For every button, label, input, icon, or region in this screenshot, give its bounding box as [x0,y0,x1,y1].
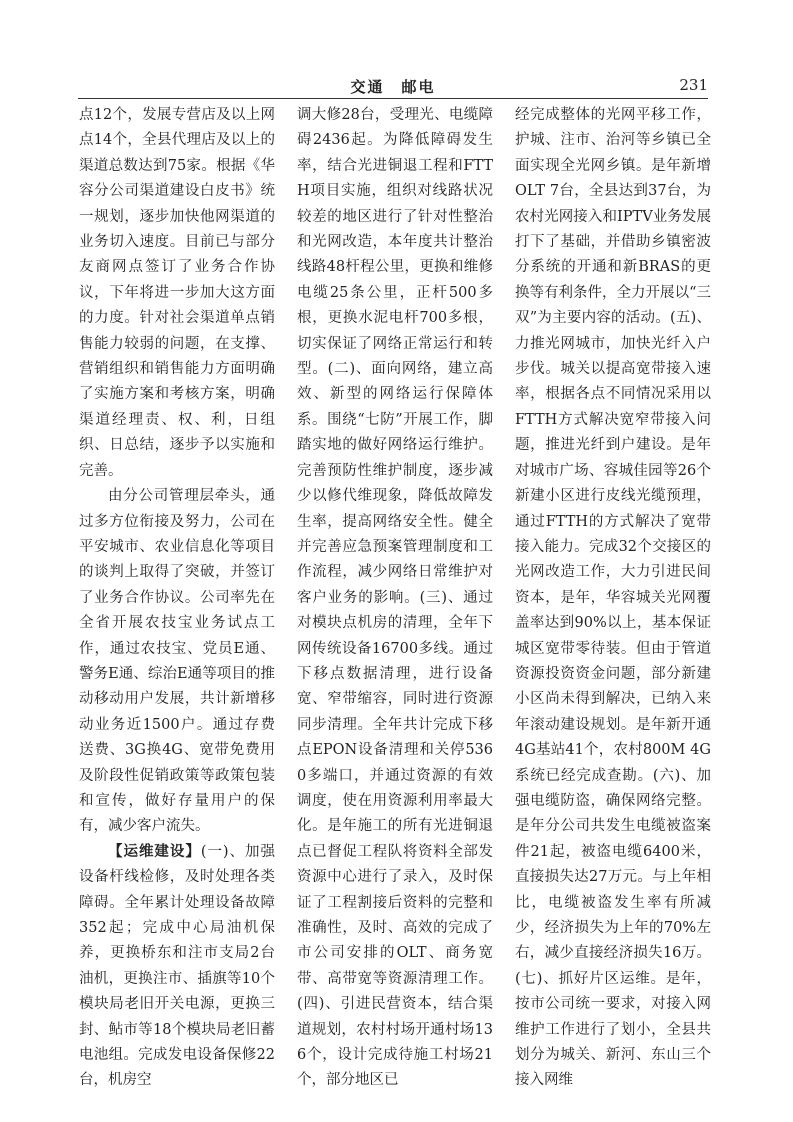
paragraph-2: 由分公司管理层牵头，通过多方位衔接及努力，公司在平安城市、农业信息化等项目的谈判上取得了突破，并签订了业务合作协议。公司率先在全省开展农技宝业务试点工作，通过农技宝、党员E通、警务E通、综治E通等项目的推动移动用户发展，共计新增移动业务近1500户。通过存费送费、3G换4G、宽带免费用及阶段性促销政策等政策包装和宣传，做好存量用户的保有，减少客户流失。 [79,488,275,835]
paragraph-3 [79,840,275,1094]
page-number: 231 [679,76,708,94]
paragraph-1: 点12个，发展专营店及以上网点14个，全县代理店及以上的渠道总数达到75家。根据《华容分公司渠道建设白皮书》统一规划，逐步加快他网渠道的业务切入速度。目前已与部分友商网点签订了业务合作协议，下年将进一步加大这方面的力度。针对社会渠道单点销售能力较弱的问题，在支撑、营销组织和销售能力方面明确了实施方案和考核方案，明确渠道经理责、权、利，日组织、日总结，逐步予以实施和完善。 [79,107,275,479]
text-column-3 [515,103,711,1094]
paragraph-continued-col3: 经完成整体的光网平移工作，护城、注市、治河等乡镇已全面实现全光网乡镇。是年新增OLT 7台，全县达到37台，为农村光网接入和IPTV业务发展打下了基础，并借助乡镇密波分系统的开通和新BRAS的更换等有利条件，全力开展以“三双”为主要内容的活动。(五)、力推光网城市，加快光纤入户步伐。城关以提高宽带接入速率，根据各点不同情况采用以FTTH方式解决宽窄带接入问题，推进光纤到户建设。是年对城市广场、容城佳园等26个新建小区进行皮线光缆预理，通过FTTH的方式解决了宽带接入能力。完成32个交接区的光网改造工作，大力引进民间资本，是年，华容城关光网覆盖率达到90%以上，基本保证城区宽带零待装。但由于管道资源投资资金问题，部分新建小区尚未得到解决，已纳入来年滚动建设规划。是年新开通4G基站41个，农村800M 4G系统已经完成查勘。(六)、加强电缆防盗，确保网络完整。是年分公司共发生电缆被盗案件21起，被盗电缆6400米，直接损失达27万元。与上年相比，电缆被盗发生率有所减少，经济损失为上年的70%左右，减少直接经济损失16万。(七)、抓好片区运维。是年，按市公司统一要求，对接入网维护工作进行了划小，全县共划分为城关、新河、东山三个接入网维 [515,107,711,1089]
text-column-2 [297,103,493,1094]
paragraph-continued-col2: 调大修28台，受理光、电缆障碍2436起。为降低障碍发生率，结合光进铜退工程和FTTH项目实施，组织对线路状况较差的地区进行了针对性整治和光网改造，本年度共计整治线路48杆程公里，更换和维修电缆25条公里，正杆500多根，更换水泥电杆700多根，切实保证了网络正常运行和转型。(二)、面向网络，建立高效、新型的网络运行保障体系。围绕“七防”开展工作，脚踏实地的做好网络运行维护。完善预防性维护制度，逐步减少以修代维现象，降低故障发生率，提高网络安全性。健全并完善应急预案管理制度和工作流程，减少网络日常维护对客户业务的影响。(三)、通过对模块点机房的清理，全年下网传统设备16700多线。通过下移点数据清理，进行设备宽、窄带缩容，同时进行资源同步清理。全年共计完成下移点EPON设备清理和关停5360多端口，并通过资源的有效调度，使在用资源利用率最大化。是年施工的所有光进铜退点已督促工程队将资料全部发资源中心进行了录入，及时保证了工程割接后资料的完整和准确性，及时、高效的完成了市公司安排的OLT、商务宽带、高带宽等资源清理工作。(四)、引进民营资本，结合渠道规划，农村村场开通村场136个，设计完成待施工村场21个，部分地区已 [297,107,493,1089]
paragraph-3-body: (一)、加强设备杆线检修，及时处理各类障碍。全年累计处理设备故障352起；完成中心局油机保养，更换桥东和注市支局2台油机，更换注市、插旗等10个模块局老旧开关电源，更换三封、鲇市等18个模块局老旧蓄电池组。完成发电设备保修22台，机房空 [79,843,275,1089]
section-heading-operations: 【运维建设】 [108,843,201,860]
text-column-1 [79,103,275,1094]
section-title: 交通 邮电 [350,78,436,96]
header-rule [78,98,708,99]
page-header [78,76,708,96]
